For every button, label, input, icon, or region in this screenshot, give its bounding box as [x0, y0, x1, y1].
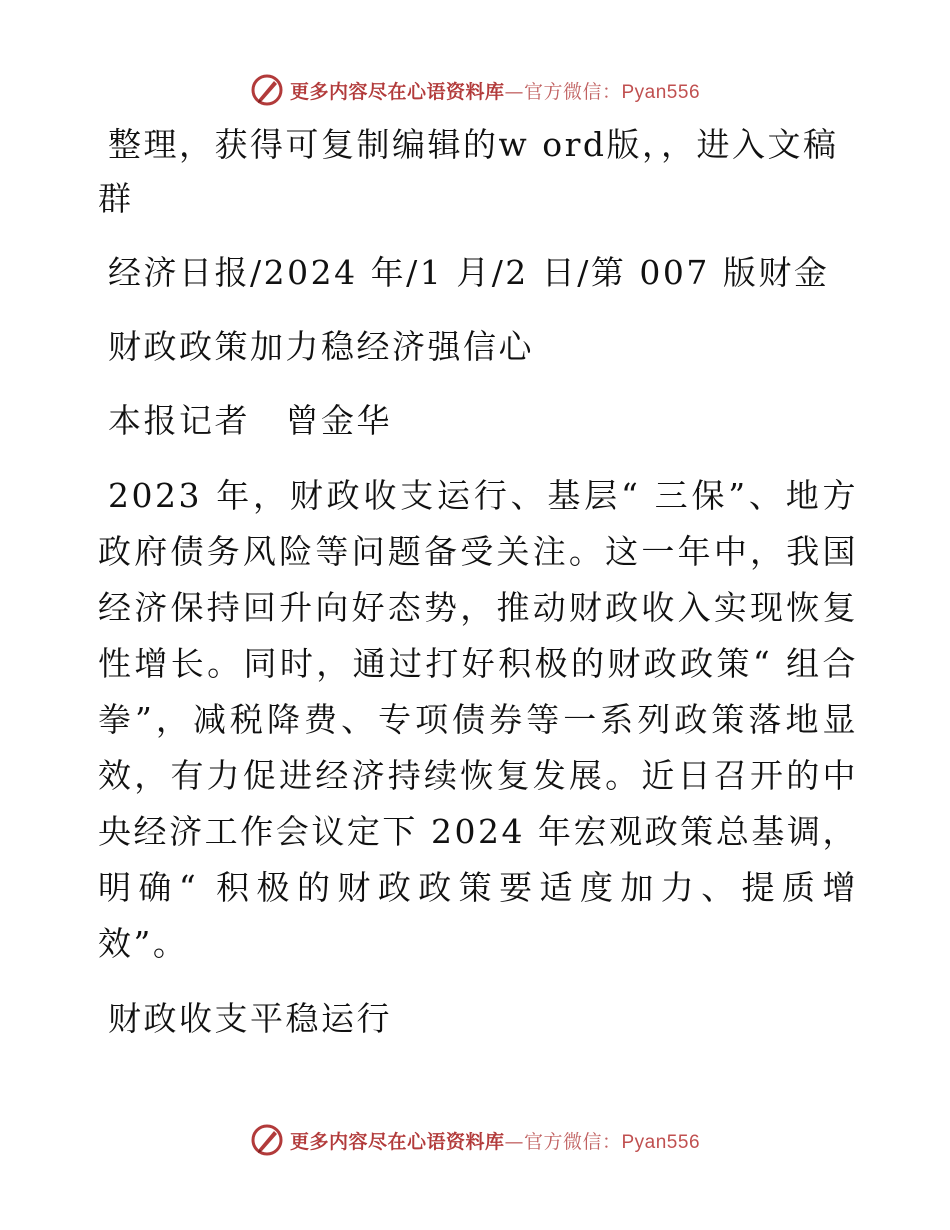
watermark-text	[290, 1127, 700, 1154]
article-paragraph: 2023 年，财政收支运行、基层“ 三保”、地方政府债务风险等问题备受关注。这一年中，我国经济保持回升向好态势，推动财政收入实现恢复性增长。同时，通过打好积极的财政政策“ 组合拳”，减税降费、专项债券等一系列政策落地显效，有力促进经济持续恢复发展。近日召开的中央经济工作会议定下 2024 年宏观政策总基调，明确“ 积极的财政政策要适度加力、提质增效”。	[98, 476, 858, 963]
watermark-dash: —	[504, 80, 524, 103]
document-body	[98, 118, 858, 1066]
quill-logo-icon	[250, 1123, 284, 1157]
watermark-text	[290, 77, 700, 104]
intro-note: 整理，获得可复制编辑的w ord版，，进入文稿群	[98, 125, 839, 218]
article-headline: 财政政策加力稳经济强信心	[108, 327, 534, 366]
watermark-brand: 更多内容尽在心语资料库	[289, 1130, 505, 1153]
watermark-wechat-label: 官方微信：	[523, 1130, 622, 1153]
source-line: 经济日报/2024 年/1 月/2 日/第 007 版财金	[108, 253, 830, 292]
quill-logo-icon	[250, 73, 284, 107]
watermark-brand: 更多内容尽在心语资料库	[289, 80, 505, 103]
section-subheading: 财政收支平稳运行	[108, 999, 392, 1038]
watermark-header	[0, 70, 950, 110]
watermark-dash: —	[504, 1130, 524, 1153]
article-byline: 本报记者 曾金华	[108, 401, 392, 440]
watermark-footer	[0, 1120, 950, 1160]
watermark-wechat-label: 官方微信：	[523, 80, 622, 103]
watermark-wechat-id: Pyan556	[621, 1131, 701, 1153]
watermark-wechat-id: Pyan556	[621, 81, 701, 103]
